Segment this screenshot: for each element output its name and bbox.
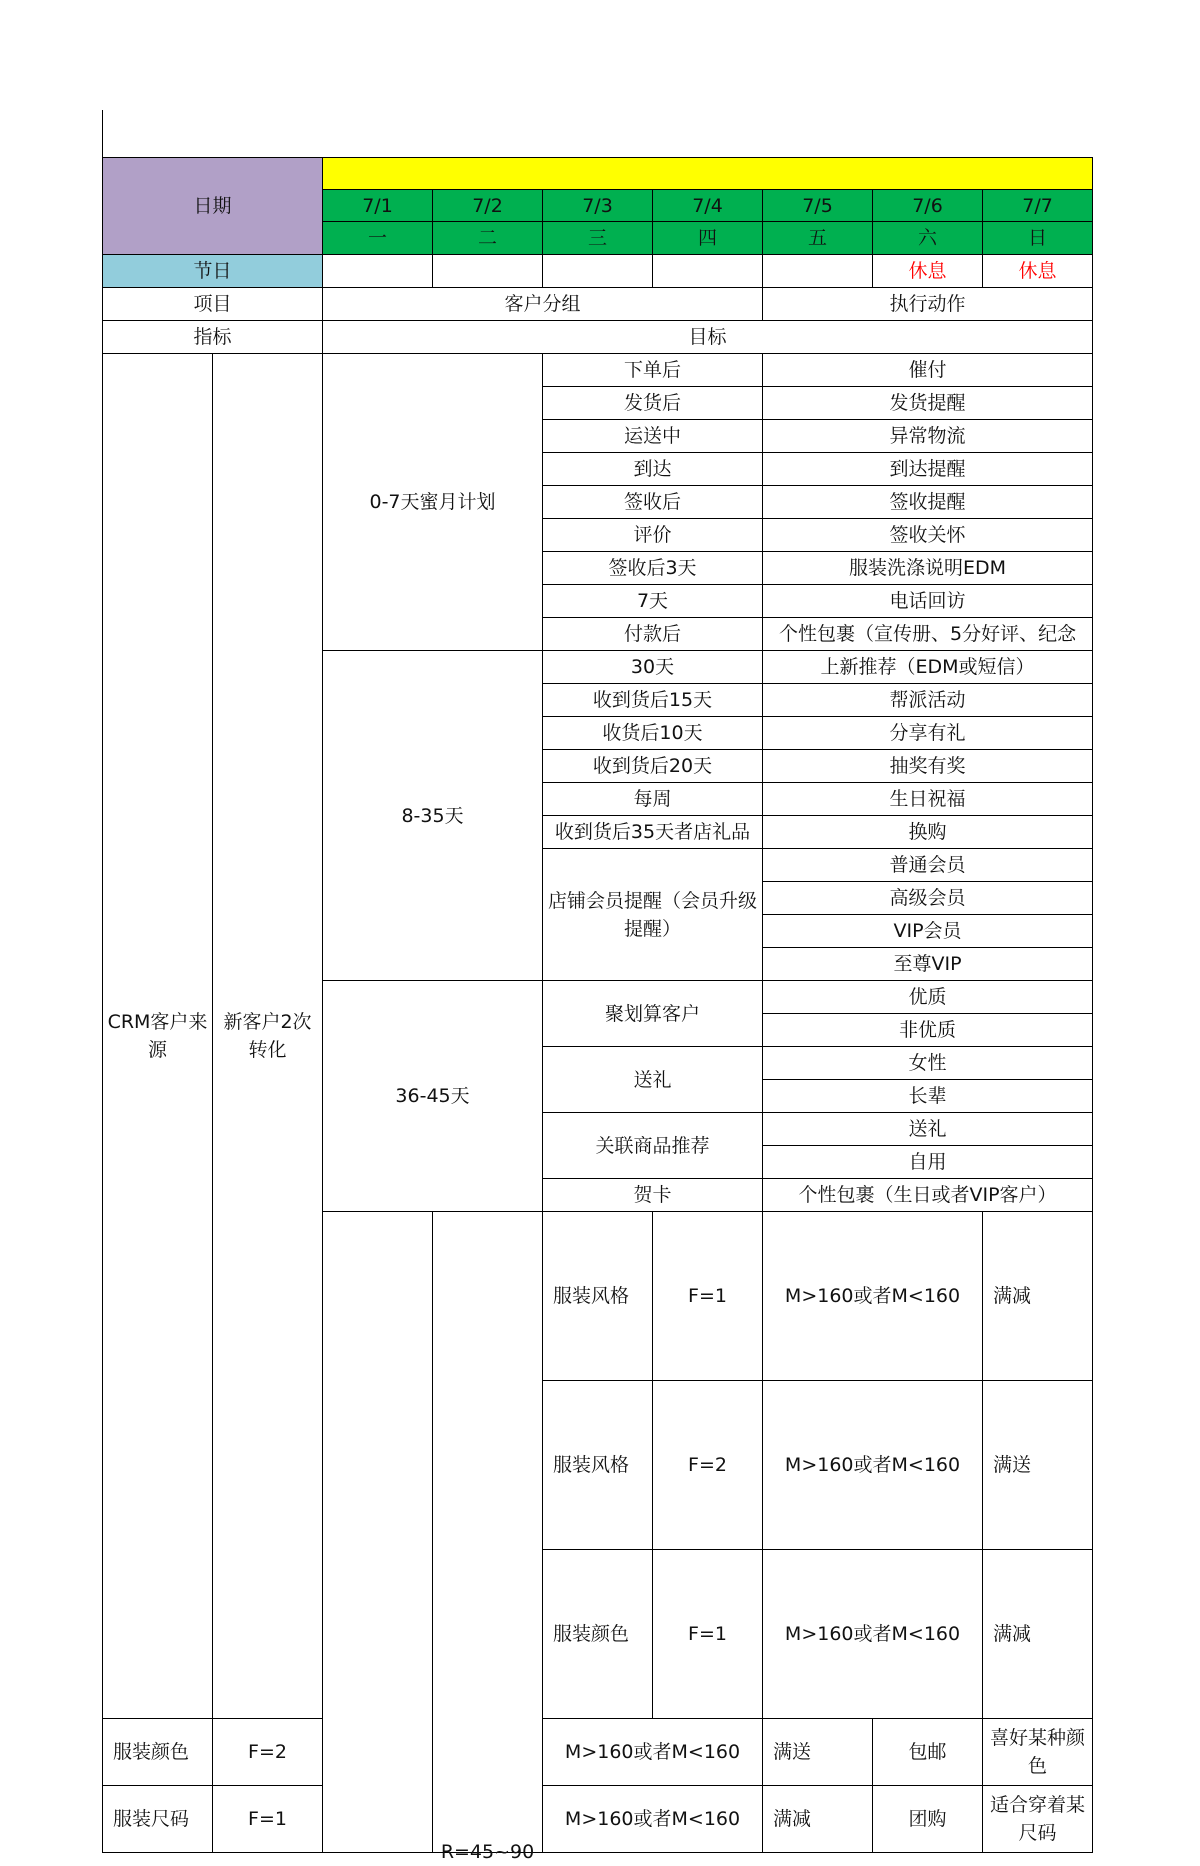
trigger-cell: 评价 xyxy=(543,519,763,552)
rfm-source-cell xyxy=(323,1212,433,1853)
gift-target-cell: 长辈 xyxy=(763,1080,1093,1113)
rfm-f-cell: F=2 xyxy=(653,1381,763,1550)
rfm-mode-cell: 包邮 xyxy=(873,1719,983,1786)
schedule-sheet xyxy=(102,157,1092,1863)
trigger-cell: 到达 xyxy=(543,453,763,486)
sheet-left-border xyxy=(102,110,103,158)
action-cell: 签收提醒 xyxy=(763,486,1093,519)
date-cell: 7/5 xyxy=(763,190,873,222)
action-cell: 催付 xyxy=(763,354,1093,387)
holiday-cell xyxy=(433,255,543,288)
holiday-label-cell: 节日 xyxy=(103,255,323,288)
crm-schedule-table xyxy=(102,157,1093,1863)
item-label-cell: 项目 xyxy=(103,288,323,321)
action-cell: 服装洗涤说明EDM xyxy=(763,552,1093,585)
holiday-cell xyxy=(653,255,763,288)
trigger-cell: 每周 xyxy=(543,783,763,816)
weekday-cell: 一 xyxy=(323,222,433,255)
action-cell: 个性包裹（宣传册、5分好评、纪念 xyxy=(763,618,1093,651)
phase-8-35-cell: 8-35天 xyxy=(323,651,543,981)
trigger-cell: 7天 xyxy=(543,585,763,618)
rfm-promo-cell: 满减 xyxy=(983,1212,1093,1381)
holiday-cell xyxy=(323,255,433,288)
member-level-cell: VIP会员 xyxy=(763,915,1093,948)
rfm-promo-cell: 满减 xyxy=(983,1550,1093,1719)
member-level-cell: 至尊VIP xyxy=(763,948,1093,981)
rfm-mode-cell: 团购 xyxy=(873,1786,983,1853)
action-cell: 上新推荐（EDM或短信） xyxy=(763,651,1093,684)
action-header: 执行动作 xyxy=(763,288,1093,321)
action-cell: 抽奖有奖 xyxy=(763,750,1093,783)
trigger-cell: 运送中 xyxy=(543,420,763,453)
rfm-promo-cell: 满减 xyxy=(763,1786,873,1853)
rfm-promo-cell: 满送 xyxy=(983,1381,1093,1550)
target-header: 目标 xyxy=(323,321,1093,354)
rfm-attr-cell: 服装风格 xyxy=(543,1381,653,1550)
action-cell: 生日祝福 xyxy=(763,783,1093,816)
weekday-cell: 五 xyxy=(763,222,873,255)
holiday-rest-cell: 休息 xyxy=(873,255,983,288)
conversion-cell: 新客户2次转化 xyxy=(213,354,323,1719)
greeting-card-action-cell: 个性包裹（生日或者VIP客户） xyxy=(763,1179,1093,1212)
trigger-cell: 签收后 xyxy=(543,486,763,519)
date-cell: 7/1 xyxy=(323,190,433,222)
quality-cell: 优质 xyxy=(763,981,1093,1014)
date-cell: 7/6 xyxy=(873,190,983,222)
rfm-m-cell: M>160或者M<160 xyxy=(763,1550,983,1719)
member-reminder-cell: 店铺会员提醒（会员升级提醒） xyxy=(543,849,763,981)
crm-source-cell: CRM客户来源 xyxy=(103,354,213,1719)
rfm-m-cell: M>160或者M<160 xyxy=(543,1719,763,1786)
member-level-cell: 高级会员 xyxy=(763,882,1093,915)
trigger-cell: 收到货后20天 xyxy=(543,750,763,783)
trigger-cell: 发货后 xyxy=(543,387,763,420)
action-cell: 到达提醒 xyxy=(763,453,1093,486)
action-cell: 异常物流 xyxy=(763,420,1093,453)
phase-honeymoon-cell: 0-7天蜜月计划 xyxy=(323,354,543,651)
holiday-rest-cell: 休息 xyxy=(983,255,1093,288)
rfm-f-cell: F=1 xyxy=(653,1212,763,1381)
greeting-card-cell: 贺卡 xyxy=(543,1179,763,1212)
juhuasuan-cell: 聚划算客户 xyxy=(543,981,763,1047)
trigger-cell: 付款后 xyxy=(543,618,763,651)
date-cell: 7/3 xyxy=(543,190,653,222)
rfm-attr-cell: 服装尺码 xyxy=(103,1786,213,1853)
related-use-cell: 送礼 xyxy=(763,1113,1093,1146)
trigger-cell: 下单后 xyxy=(543,354,763,387)
trigger-cell: 收到货后35天者店礼品 xyxy=(543,816,763,849)
date-label-cell: 日期 xyxy=(103,158,323,255)
action-cell: 帮派活动 xyxy=(763,684,1093,717)
title-bar xyxy=(323,158,1093,190)
trigger-cell: 收货后10天 xyxy=(543,717,763,750)
rfm-attr-cell: 服装风格 xyxy=(543,1212,653,1381)
rfm-pref-cell: 适合穿着某尺码 xyxy=(983,1786,1093,1853)
trigger-cell: 签收后3天 xyxy=(543,552,763,585)
weekday-cell: 三 xyxy=(543,222,653,255)
weekday-cell: 六 xyxy=(873,222,983,255)
action-cell: 分享有礼 xyxy=(763,717,1093,750)
rfm-promo-cell: 满送 xyxy=(763,1719,873,1786)
holiday-cell xyxy=(763,255,873,288)
rfm-attr-cell: 服装颜色 xyxy=(543,1550,653,1719)
trigger-cell: 30天 xyxy=(543,651,763,684)
gift-target-cell: 女性 xyxy=(763,1047,1093,1080)
date-cell: 7/2 xyxy=(433,190,543,222)
rfm-attr-cell: 服装颜色 xyxy=(103,1719,213,1786)
quality-cell: 非优质 xyxy=(763,1014,1093,1047)
weekday-cell: 二 xyxy=(433,222,543,255)
rfm-pref-cell: 喜好某种颜色 xyxy=(983,1719,1093,1786)
rfm-m-cell: M>160或者M<160 xyxy=(543,1786,763,1853)
rfm-m-cell: M>160或者M<160 xyxy=(763,1381,983,1550)
r-range-cell xyxy=(433,1212,543,1863)
action-cell: 换购 xyxy=(763,816,1093,849)
action-cell: 发货提醒 xyxy=(763,387,1093,420)
action-cell: 电话回访 xyxy=(763,585,1093,618)
trigger-cell: 收到货后15天 xyxy=(543,684,763,717)
phase-36-45-cell: 36-45天 xyxy=(323,981,543,1212)
rfm-f-cell: F=1 xyxy=(653,1550,763,1719)
rfm-m-cell: M>160或者M<160 xyxy=(763,1212,983,1381)
action-cell: 签收关怀 xyxy=(763,519,1093,552)
customer-group-header: 客户分组 xyxy=(323,288,763,321)
member-level-cell: 普通会员 xyxy=(763,849,1093,882)
holiday-cell xyxy=(543,255,653,288)
gift-cell: 送礼 xyxy=(543,1047,763,1113)
date-cell: 7/4 xyxy=(653,190,763,222)
related-product-cell: 关联商品推荐 xyxy=(543,1113,763,1179)
weekday-cell: 日 xyxy=(983,222,1093,255)
rfm-f-cell: F=1 xyxy=(213,1786,323,1853)
related-use-cell: 自用 xyxy=(763,1146,1093,1179)
r-range-label: R=45~90 xyxy=(440,1841,535,1863)
metric-label-cell: 指标 xyxy=(103,321,323,354)
rfm-f-cell: F=2 xyxy=(213,1719,323,1786)
date-cell: 7/7 xyxy=(983,190,1093,222)
weekday-cell: 四 xyxy=(653,222,763,255)
